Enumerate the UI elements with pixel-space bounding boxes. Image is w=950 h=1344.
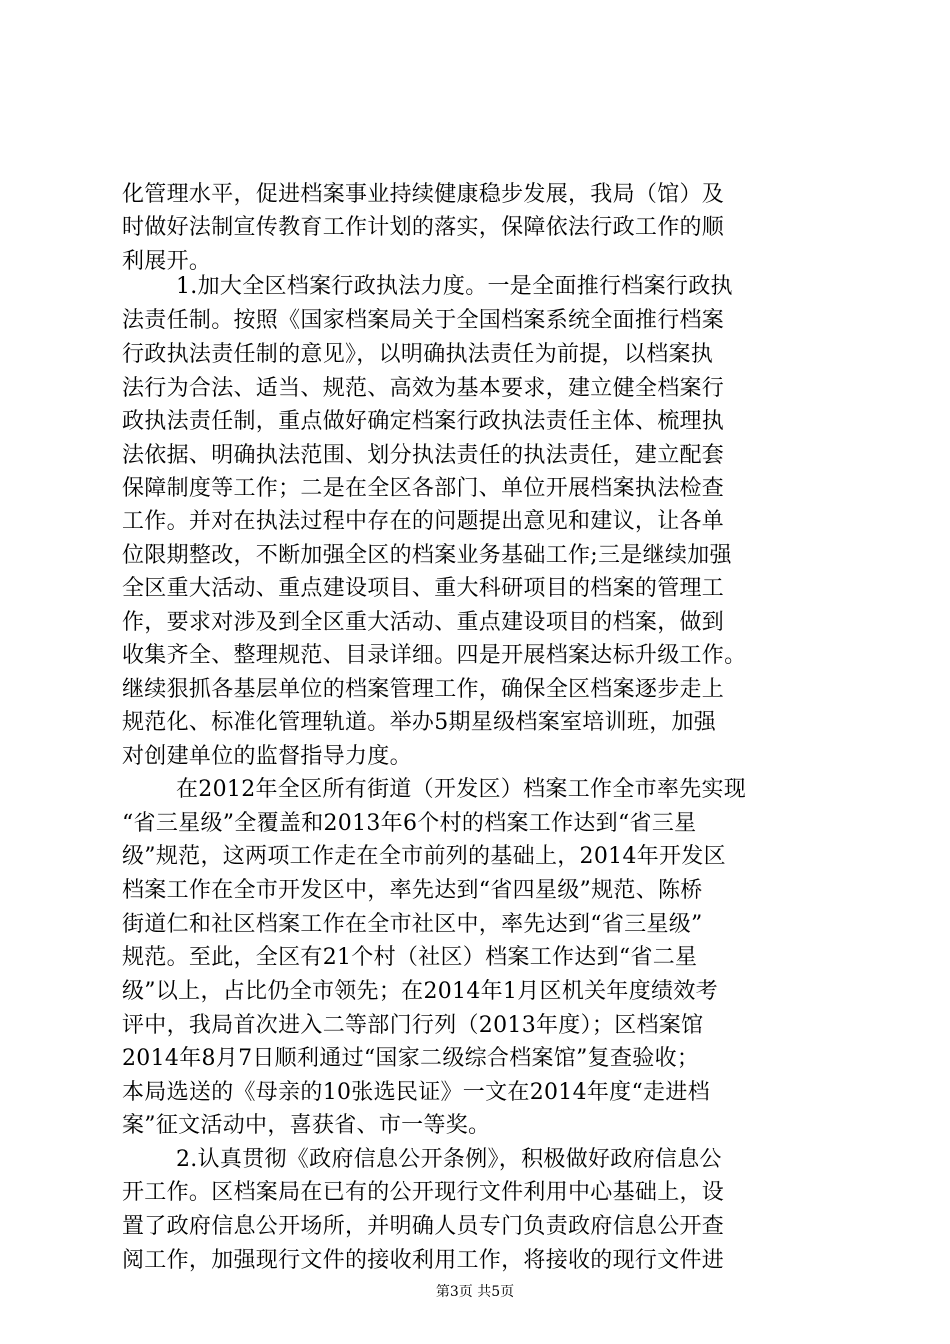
text-line: 档案工作在全市开发区中，率先达到“省四星级”规范、陈桥 xyxy=(122,878,703,903)
text-line: 级”规范，这两项工作走在全市前列的基础上，2014年开发区 xyxy=(122,844,726,869)
text-line: 收集齐全、整理规范、目录详细。四是开展档案达标升级工作。 xyxy=(122,643,747,668)
text-line: 法依据、明确执法范围、划分执法责任的执法责任，建立配套 xyxy=(122,443,725,468)
text-line: 评中，我局首次进入二等部门行列（2013年度）；区档案馆 xyxy=(122,1013,704,1038)
text-line: 行政执法责任制的意见》，以明确执法责任为前提，以档案执 xyxy=(122,342,714,367)
text-line: 级”以上，占比仍全市领先；在2014年1月区机关年度绩效考 xyxy=(122,979,718,1004)
text-line: 在2012年全区所有街道（开发区）档案工作全市率先实现 xyxy=(176,777,747,802)
text-line: 2014年8月7日顺利通过“国家二级综合档案馆”复查验收； xyxy=(122,1046,700,1071)
text-line: 置了政府信息公开场所，并明确人员专门负责政府信息公开查 xyxy=(122,1214,725,1239)
text-line: “省三星级”全覆盖和2013年6个村的档案工作达到“省三星 xyxy=(122,811,697,836)
text-line: 工作。并对在执法过程中存在的问题提出意见和建议，让各单 xyxy=(122,509,725,534)
text-line: 作，要求对涉及到全区重大活动、重点建设项目的档案，做到 xyxy=(122,610,725,635)
text-line: 案”征文活动中，喜获省、市一等奖。 xyxy=(122,1113,491,1138)
text-line: 2.认真贯彻《政府信息公开条例》，积极做好政府信息公 xyxy=(176,1147,722,1172)
text-line: 保障制度等工作；二是在全区各部门、单位开展档案执法检查 xyxy=(122,476,725,501)
text-line: 全区重大活动、重点建设项目、重大科研项目的档案的管理工 xyxy=(122,576,725,601)
text-line: 规范化、标准化管理轨道。举办5期星级档案室培训班，加强 xyxy=(122,710,717,735)
page-number-footer: 第3页 共5页 xyxy=(435,1284,515,1300)
text-line: 规范。至此，全区有21个村（社区）档案工作达到“省二星 xyxy=(122,945,698,970)
text-line: 继续狠抓各基层单位的档案管理工作，确保全区档案逐步走上 xyxy=(122,677,725,702)
text-line: 街道仁和社区档案工作在全市社区中，率先达到“省三星级” xyxy=(122,912,703,937)
text-line: 法行为合法、适当、规范、高效为基本要求，建立健全档案行 xyxy=(122,376,725,401)
text-line: 位限期整改，不断加强全区的档案业务基础工作;三是继续加强 xyxy=(122,543,732,568)
text-line: 阅工作，加强现行文件的接收利用工作，将接收的现行文件进 xyxy=(122,1248,725,1273)
text-line: 开工作。区档案局在已有的公开现行文件利用中心基础上，设 xyxy=(122,1180,725,1205)
text-line: 化管理水平，促进档案事业持续健康稳步发展，我局（馆）及 xyxy=(122,182,725,207)
text-line: 1.加大全区档案行政执法力度。一是全面推行档案行政执 xyxy=(176,274,733,299)
text-line: 本局选送的《母亲的10张选民证》一文在2014年度“走进档 xyxy=(122,1080,710,1105)
text-line: 法责任制。按照《国家档案局关于全国档案系统全面推行档案 xyxy=(122,308,725,333)
text-line: 时做好法制宣传教育工作计划的落实，保障依法行政工作的顺 xyxy=(122,215,725,240)
text-line: 对创建单位的监督指导力度。 xyxy=(122,744,412,769)
text-line: 利展开。 xyxy=(122,249,212,274)
text-line: 政执法责任制，重点做好确定档案行政执法责任主体、梳理执 xyxy=(122,409,725,434)
